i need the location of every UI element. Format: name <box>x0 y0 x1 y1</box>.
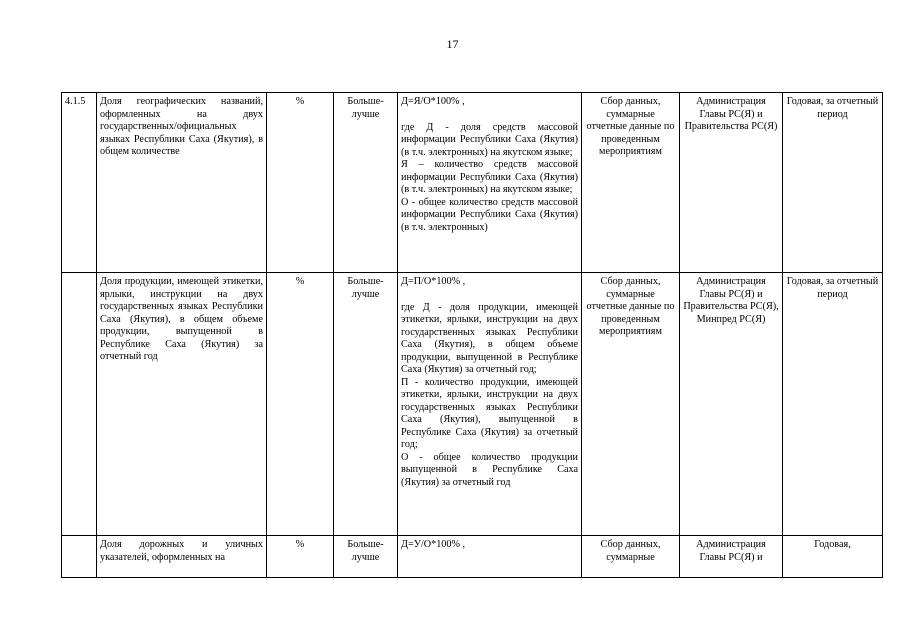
formula: Д=П/О*100% , <box>401 276 466 287</box>
formula-description: где Д - доля продукции, имеющей этикетки, ярлыки, инструкции на двух государственных языках Республики Саха (Якутия), в общем объеме продукции, выпущенной в Республике Саха (Якутия) за отчетный год; <box>401 301 578 375</box>
formula-description: где Д - доля средств массовой информации Республики Саха (Якутия) (в т.ч. электронных) на якутском языке; <box>401 121 578 158</box>
table-row <box>62 93 883 273</box>
indicator-unit: % <box>267 536 334 578</box>
indicator-name: Доля продукции, имеющей этикетки, ярлыки, инструкции на двух государственных языках Республики Саха (Якутия), в общем объеме продукции, выпущенной в Республике Саха (Якутия) за отчетный год <box>97 273 267 536</box>
reporting-period: Годовая, за отчетный период <box>783 273 883 536</box>
table-row <box>62 536 883 578</box>
indicator-direction: Больше-лучше <box>334 536 398 578</box>
formula-description: П - количество продукции, имеющей этикетки, ярлыки, инструкции на двух государственных языках Республики Саха (Якутия), выпущенной в Республике Саха (Якутия) за отчетный год; <box>401 376 578 450</box>
indicator-name: Доля географических названий, оформленных на двух государственных/официальных языках Республики Саха (Якутия), в общем количестве <box>97 93 267 273</box>
data-source: Сбор данных, суммарные отчетные данные по проведенным мероприятиям <box>582 273 680 536</box>
indicator-name: Доля дорожных и уличных указателей, оформленных на <box>97 536 267 578</box>
indicator-formula-cell <box>398 93 582 273</box>
indicator-number: 4.1.5 <box>62 93 97 273</box>
table-row <box>62 273 883 536</box>
indicator-direction: Больше-лучше <box>334 93 398 273</box>
indicator-number <box>62 536 97 578</box>
formula-description: О - общее количество продукции выпущенной в Республике Саха (Якутия) за отчетный год <box>401 451 578 488</box>
data-source: Сбор данных, суммарные отчетные данные по проведенным мероприятиям <box>582 93 680 273</box>
indicator-number <box>62 273 97 536</box>
reporting-period: Годовая, за отчетный период <box>783 93 883 273</box>
responsible-body: Администрация Главы РС(Я) и Правительства РС(Я) <box>680 93 783 273</box>
formula: Д=Я/О*100% , <box>401 96 465 107</box>
formula: Д=У/О*100% , <box>401 539 466 550</box>
indicator-unit: % <box>267 93 334 273</box>
indicators-table <box>61 92 883 578</box>
responsible-body: Администрация Главы РС(Я) и Правительства РС(Я), Минпред РС(Я) <box>680 273 783 536</box>
indicator-unit: % <box>267 273 334 536</box>
indicator-formula-cell <box>398 536 582 578</box>
data-source: Сбор данных, суммарные <box>582 536 680 578</box>
page-number: 17 <box>446 37 459 51</box>
responsible-body: Администрация Главы РС(Я) и <box>680 536 783 578</box>
formula-description: О - общее количество средств массовой информации Республики Саха (Якутия) (в т.ч. электронных) <box>401 196 578 233</box>
indicator-formula-cell <box>398 273 582 536</box>
reporting-period: Годовая, <box>783 536 883 578</box>
formula-description: Я – количество средств массовой информации Республики Саха (Якутия) (в т.ч. электронных) на якутском языке; <box>401 159 578 195</box>
indicator-direction: Больше-лучше <box>334 273 398 536</box>
